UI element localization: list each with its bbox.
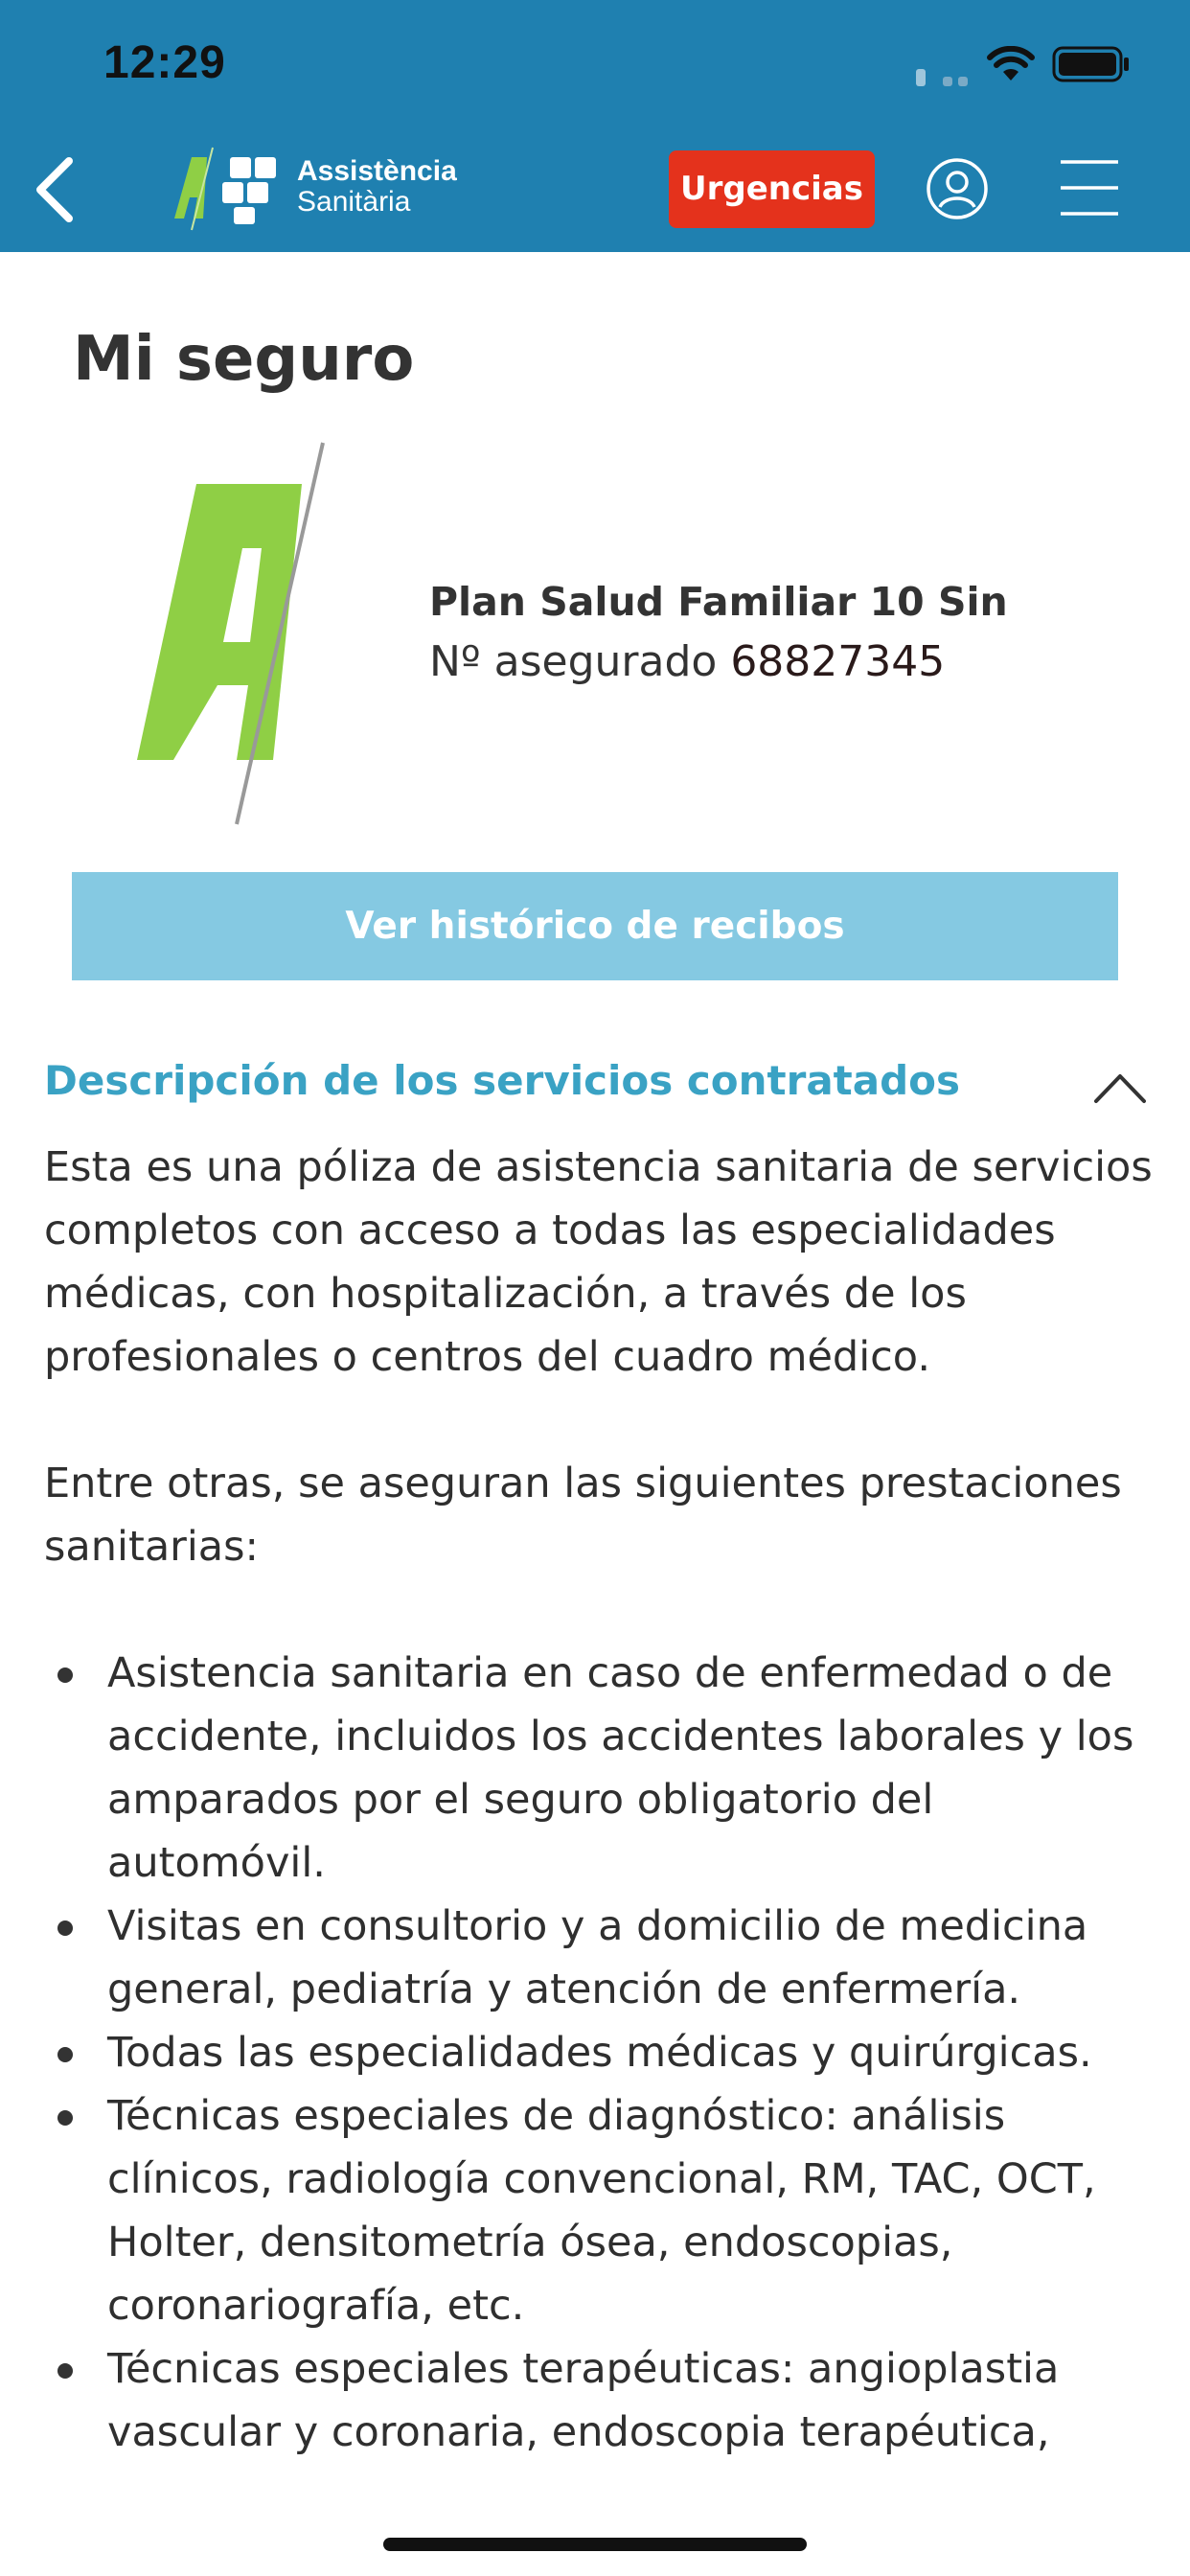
battery-icon	[1052, 46, 1131, 82]
urgencias-button[interactable]: Urgencias	[669, 150, 875, 228]
services-intro: Esta es una póliza de asistencia sanitaria de servicios completos con acceso a todas las especialidades médicas, con hospitalización, a través de los profesionales o centros del cuadro médico.	[44, 1143, 1153, 1381]
chevron-up-icon[interactable]	[1092, 1069, 1148, 1107]
plan-brand-logo	[129, 441, 331, 829]
cellular-signal-icon	[916, 63, 973, 86]
list-item: Técnicas especiales terapéuticas: angioplastia vascular y coronaria, endoscopia terapéutica,	[44, 2337, 1156, 2464]
brand-name-line2: Sanitària	[297, 186, 411, 218]
app-header	[0, 0, 1190, 252]
insured-number-label: Nº asegurado	[429, 637, 718, 686]
user-account-button[interactable]	[926, 157, 989, 220]
list-item: Visitas en consultorio y a domicilio de medicina general, pediatría y atención de enfermería.	[44, 1895, 1156, 2021]
insured-number-row	[429, 637, 945, 686]
back-button[interactable]	[27, 153, 84, 226]
brand-name-line1: Assistència	[297, 155, 457, 187]
list-item: Técnicas especiales de diagnóstico: análisis clínicos, radiología convencional, RM, TAC, OCT, Holter, densitometría ósea, endoscopias, coronariografía, etc.	[44, 2084, 1156, 2337]
home-indicator[interactable]	[383, 2538, 807, 2551]
services-section-heading[interactable]: Descripción de los servicios contratados	[44, 1057, 960, 1104]
list-item: Todas las especialidades médicas y quirúrgicas.	[44, 2021, 1156, 2084]
insured-number-value: 68827345	[730, 637, 946, 686]
list-item: Asistencia sanitaria en caso de enfermedad o de accidente, incluidos los accidentes laborales y los amparados por el seguro obligatorio del automóvil.	[44, 1642, 1156, 1895]
services-list	[44, 1642, 1156, 2464]
page-title: Mi seguro	[73, 324, 415, 395]
services-description	[44, 1136, 1156, 2464]
services-lead: Entre otras, se aseguran las siguientes prestaciones sanitarias:	[44, 1460, 1122, 1571]
status-time: 12:29	[103, 37, 226, 88]
menu-button[interactable]	[1057, 158, 1122, 218]
wifi-icon	[987, 46, 1035, 82]
services-content-viewport[interactable]	[0, 1121, 1190, 2472]
receipts-history-button[interactable]: Ver histórico de recibos	[72, 872, 1118, 980]
plan-name: Plan Salud Familiar 10 Sin	[429, 579, 1008, 625]
